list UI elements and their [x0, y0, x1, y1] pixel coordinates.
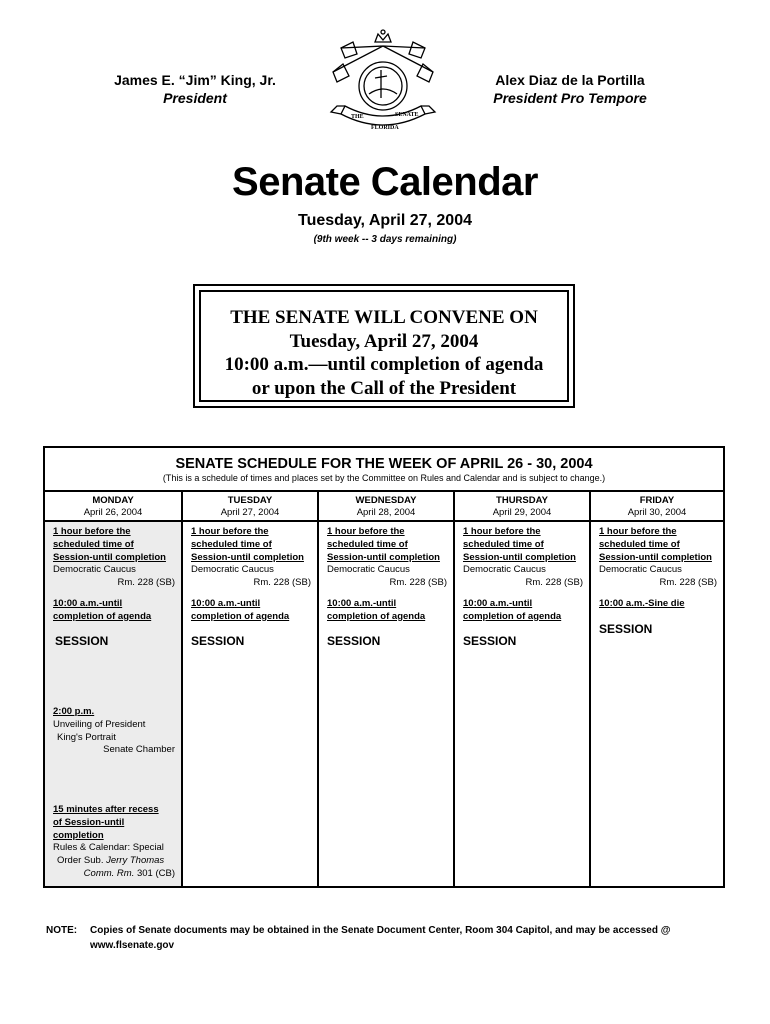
session-label: SESSION: [327, 634, 381, 648]
day-column-thursday: [453, 492, 589, 886]
event-time: 10:00 a.m.-until: [463, 598, 533, 609]
event-session-time: [191, 598, 311, 624]
convene-line-2: Tuesday, April 27, 2004: [289, 330, 479, 352]
event-time: completion of agenda: [463, 610, 562, 622]
seal-text-the: THE: [351, 114, 364, 120]
event-name: Democratic Caucus: [599, 564, 682, 576]
event-time: Session-until completion: [463, 551, 576, 563]
day-events: [183, 522, 317, 886]
event-room: Rm. 228 (SB): [659, 577, 717, 589]
event-name: Democratic Caucus: [191, 564, 274, 576]
event-time: Session-until completion: [191, 551, 304, 563]
event-room: Rm. 228 (SB): [525, 577, 583, 589]
day-name: THURSDAY: [496, 495, 548, 506]
event-time: 10:00 a.m.-until: [53, 598, 123, 609]
note-text: Copies of Senate documents may be obtained in the Senate Document Center, Room 304 Capitol, and may be accessed @ www.flsenate.gov: [90, 925, 671, 951]
president-pro-tempore-title: President Pro Tempore: [493, 90, 647, 106]
schedule-subtitle: (This is a schedule of times and places set by the Committee on Rules and Calendar and is subject to change.): [162, 473, 606, 483]
event-time: completion of agenda: [327, 610, 426, 622]
day-date: April 26, 2004: [83, 507, 143, 518]
event-desc: Unveiling of President: [53, 718, 146, 730]
event-session-time: [463, 598, 583, 624]
event-time: 10:00 a.m.-Sine die: [599, 598, 685, 609]
convene-notice-box: [193, 284, 575, 408]
day-header: [319, 492, 453, 522]
session-label: SESSION: [55, 634, 109, 648]
day-events: [45, 522, 181, 886]
event-room: Rm. 228 (SB): [389, 577, 447, 589]
session-label: SESSION: [463, 634, 517, 648]
schedule-header: [45, 448, 723, 492]
event-time: 10:00 a.m.-until: [191, 598, 261, 609]
day-header: [45, 492, 181, 522]
event-time: 1 hour before the: [327, 526, 405, 537]
day-date: April 29, 2004: [492, 507, 552, 518]
event-chair: Jerry Thomas: [106, 855, 165, 867]
event-desc: Rules & Calendar: Special: [53, 842, 164, 854]
event-room-number: 301 (CB): [136, 867, 175, 879]
event-time: scheduled time of: [327, 538, 408, 550]
session-label: SESSION: [599, 622, 653, 636]
week-note: (9th week -- 3 days remaining): [313, 234, 457, 245]
event-desc: [53, 855, 175, 868]
day-column-wednesday: [317, 492, 453, 886]
president-title: President: [163, 90, 227, 106]
president-pro-tempore-block: [465, 71, 675, 107]
day-name: WEDNESDAY: [355, 495, 417, 506]
event-time: 1 hour before the: [463, 526, 541, 537]
day-header: [591, 492, 723, 522]
event-democratic-caucus: [327, 526, 447, 590]
day-date: April 27, 2004: [220, 507, 280, 518]
day-name: TUESDAY: [227, 495, 273, 506]
convene-notice-inner: [199, 290, 569, 402]
event-name: Democratic Caucus: [463, 564, 546, 576]
president-name: James E. “Jim” King, Jr.: [114, 72, 276, 88]
day-events: [455, 522, 589, 886]
day-header: [455, 492, 589, 522]
event-democratic-caucus: [53, 526, 175, 590]
event-time: 15 minutes after recess: [53, 804, 159, 815]
day-name: MONDAY: [92, 495, 134, 506]
event-time: 2:00 p.m.: [53, 706, 95, 717]
event-time: Session-until completion: [327, 551, 440, 563]
day-header: [183, 492, 317, 522]
seal-text-florida: FLORIDA: [371, 125, 399, 131]
event-desc: King's Portrait: [57, 731, 116, 743]
convene-line-4: or upon the Call of the President: [251, 377, 517, 399]
event-democratic-caucus: [191, 526, 311, 590]
event-time: 1 hour before the: [599, 526, 677, 537]
president-pro-tempore-name: Alex Diaz de la Portilla: [495, 72, 645, 88]
event-time: Session-until completion: [599, 551, 712, 563]
event-time: scheduled time of: [599, 538, 680, 550]
event-time: 1 hour before the: [191, 526, 269, 537]
day-events: [319, 522, 453, 886]
president-block: [95, 71, 295, 107]
event-time: completion of agenda: [53, 610, 152, 622]
event-session-time: [599, 598, 717, 611]
event-democratic-caucus: [463, 526, 583, 590]
day-column-tuesday: [181, 492, 317, 886]
session-label: SESSION: [191, 634, 245, 648]
event-session-time: [53, 598, 175, 624]
day-column-friday: [589, 492, 723, 886]
schedule-title: SENATE SCHEDULE FOR THE WEEK OF APRIL 26 - 30, 2004: [175, 456, 593, 472]
event-time: scheduled time of: [53, 538, 134, 550]
convene-line-3: 10:00 a.m.—until completion of agenda: [224, 354, 544, 375]
note-label: NOTE:: [46, 925, 78, 936]
event-room-label: Comm. Rm.: [83, 867, 135, 879]
event-session-time: [327, 598, 447, 624]
calendar-date: Tuesday, April 27, 2004: [297, 212, 472, 229]
event-time: scheduled time of: [191, 538, 272, 550]
event-room: Rm. 228 (SB): [117, 577, 175, 589]
event-room: Rm. 228 (SB): [253, 577, 311, 589]
day-date: April 28, 2004: [356, 507, 416, 518]
florida-senate-seal: [323, 28, 443, 146]
event-rules-calendar: [53, 804, 175, 881]
day-date: April 30, 2004: [627, 507, 687, 518]
day-column-monday: [45, 492, 181, 886]
day-events: [591, 522, 723, 886]
weekly-schedule-table: [43, 446, 725, 888]
event-room: Senate Chamber: [103, 744, 175, 756]
event-time: of Session-until: [53, 816, 125, 828]
event-time: completion: [53, 829, 104, 841]
seal-text-senate: SENATE: [395, 112, 419, 118]
event-time: scheduled time of: [463, 538, 544, 550]
page-title: Senate Calendar: [232, 160, 538, 204]
event-time: Session-until completion: [53, 551, 166, 563]
event-room: [53, 868, 175, 881]
event-desc-text: Order Sub.: [57, 855, 104, 867]
event-time: completion of agenda: [191, 610, 290, 622]
event-name: Democratic Caucus: [327, 564, 410, 576]
day-name: FRIDAY: [639, 495, 675, 506]
event-name: Democratic Caucus: [53, 564, 136, 576]
convene-line-1: THE SENATE WILL CONVENE ON: [230, 307, 538, 328]
event-time: 1 hour before the: [53, 526, 131, 537]
event-democratic-caucus: [599, 526, 717, 590]
event-portrait-unveiling: [53, 706, 175, 757]
event-time: 10:00 a.m.-until: [327, 598, 397, 609]
